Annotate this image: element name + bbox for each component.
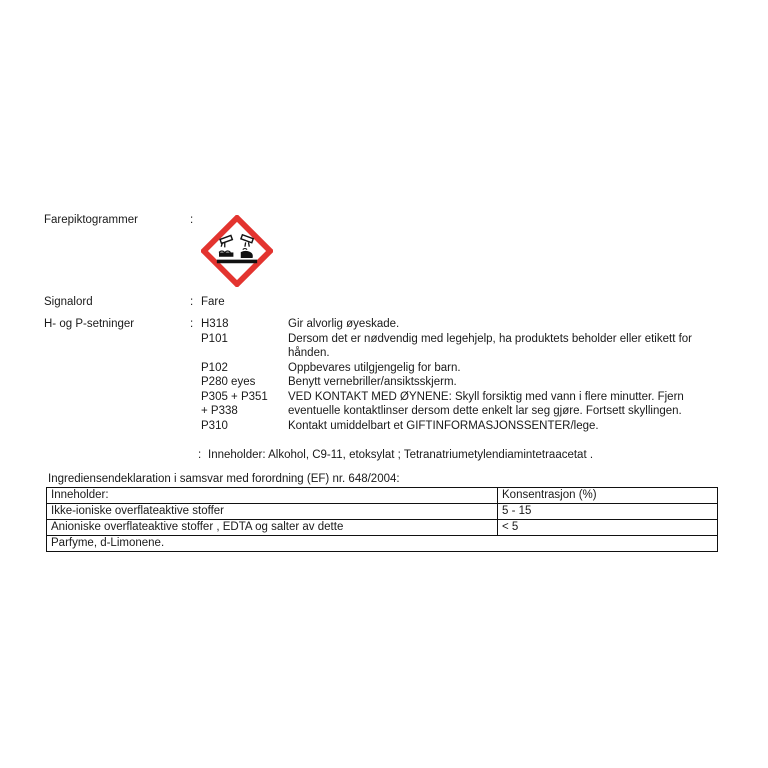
statement-code: P101 [201, 333, 228, 345]
table-row [47, 504, 718, 520]
statement-text: Gir alvorlig øyeskade. [288, 318, 400, 330]
table-cell: Anioniske overflateaktive stoffer , EDTA og salter av dette [47, 520, 498, 536]
table-footer-row [47, 536, 718, 552]
signal-colon: : [190, 296, 194, 308]
ingredients-title: Ingrediensendeklaration i samsvar med forordning (EF) nr. 648/2004: [48, 473, 400, 485]
statement-code: P305 + P351 + P338 [201, 391, 268, 417]
statements-label: H- og P-setninger [44, 318, 135, 330]
corrosion-icon [201, 215, 273, 287]
statement-code: P280 eyes [201, 376, 256, 388]
table-footer-cell: Parfyme, d-Limonene. [47, 536, 718, 552]
contains-colon: : [198, 449, 202, 461]
statement-code: H318 [201, 318, 229, 330]
statement-text: Dersom det er nødvendig med legehjelp, ha produktets beholder eller etikett for hånden. [288, 333, 693, 359]
contains-text: Inneholder: Alkohol, C9-11, etoksylat ; Tetranatriumetylendiamintetraacetat . [208, 449, 594, 461]
pictograms-colon: : [190, 214, 194, 226]
statement-text: Benytt vernebriller/ansiktsskjerm. [288, 376, 457, 388]
table-header-cell: Konsentrasjon (%) [498, 488, 718, 504]
statement-text: Kontakt umiddelbart et GIFTINFORMASJONSSENTER/lege. [288, 420, 599, 432]
statement-text: Oppbevares utilgjengelig for barn. [288, 362, 461, 374]
table-row [47, 520, 718, 536]
pictograms-label: Farepiktogrammer [44, 214, 138, 226]
table-header-cell: Inneholder: [47, 488, 498, 504]
table-cell: Ikke-ioniske overflateaktive stoffer [47, 504, 498, 520]
ingredients-table [46, 487, 718, 552]
signal-value: Fare [201, 296, 225, 308]
table-header-row [47, 488, 718, 504]
statements-colon: : [190, 318, 194, 330]
signal-label: Signalord [44, 296, 93, 308]
table-cell: < 5 [498, 520, 718, 536]
statement-text: VED KONTAKT MED ØYNENE: Skyll forsiktig med vann i flere minutter. Fjern eventuelle kontaktlinser dersom dette enkelt lar seg gjøre. Fortsett skyllingen. [288, 391, 684, 417]
statement-code: P310 [201, 420, 228, 432]
table-cell: 5 - 15 [498, 504, 718, 520]
statement-code: P102 [201, 362, 228, 374]
